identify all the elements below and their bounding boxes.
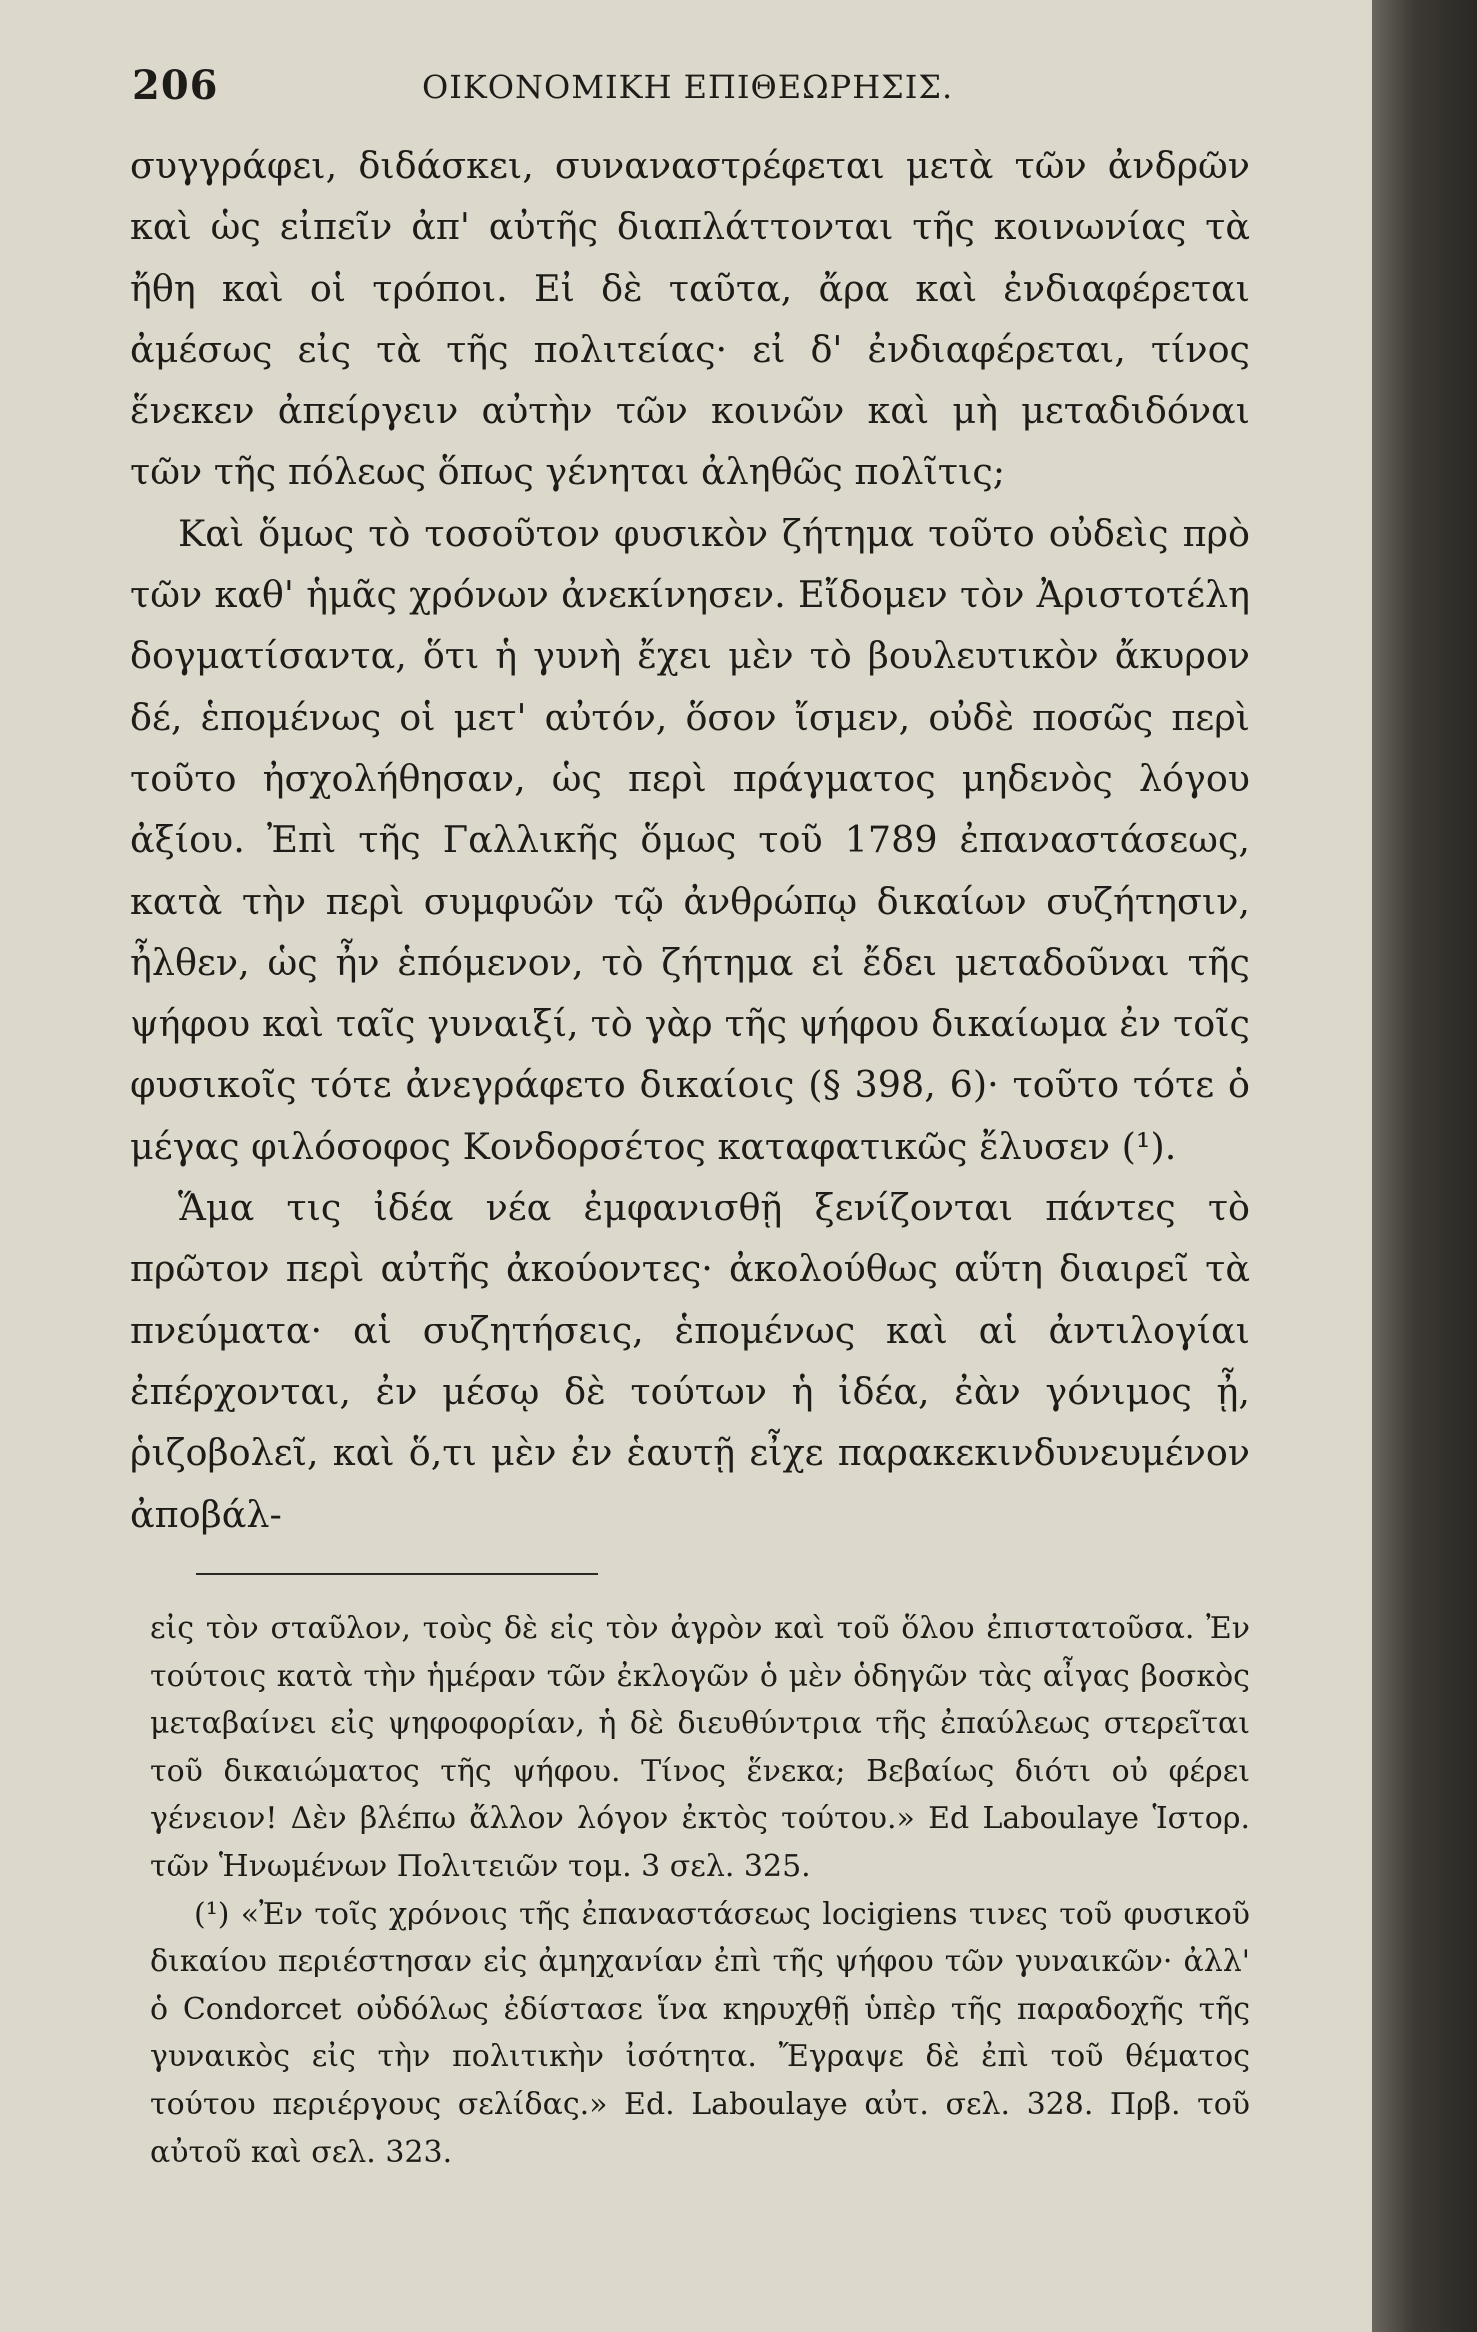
footnotes — [150, 1605, 1250, 2176]
main-text — [130, 135, 1250, 1545]
book-gutter — [1372, 0, 1477, 2332]
footnote-continuation: εἰς τὸν σταῦλον, τοὺς δὲ εἰς τὸν ἀγρὸν καὶ τοῦ ὅλου ἐπιστατοῦσα. Ἐν τούτοις κατὰ τὴν ἡμέραν τῶν ἐκλογῶν ὁ μὲν ὁδηγῶν τὰς αἶγας βοσκὸς μεταβαίνει εἰς ψηφοφορίαν, ἡ δὲ διευθύντρια τῆς ἐπαύλεως στερεῖται τοῦ δικαιώματος τῆς ψήφου. Τίνος ἕνεκα; Βεβαίως διότι οὐ φέρει γένειον! Δὲν βλέπω ἄλλον λόγον ἐκτὸς τούτου.» Ed Laboulaye Ἱστορ. τῶν Ἡνωμένων Πολιτειῶν τομ. 3 σελ. 325. — [150, 1611, 1250, 1884]
paragraph-2: Καὶ ὅμως τὸ τοσοῦτον φυσικὸν ζήτημα τοῦτο οὐδεὶς πρὸ τῶν καθ' ἡμᾶς χρόνων ἀνεκίνησεν. Εἴδομεν τὸν Ἀριστοτέλη δογματίσαντα, ὅτι ἡ γυνὴ ἔχει μὲν τὸ βουλευτικὸν ἄκυρον δέ, ἑπομένως οἱ μετ' αὐτόν, ὅσον ἴσμεν, οὐδὲ ποσῶς περὶ τοῦτο ἠσχολήθησαν, ὡς περὶ πράγματος μηδενὸς λόγου ἀξίου. Ἐπὶ τῆς Γαλλικῆς ὅμως τοῦ 1789 ἐπαναστάσεως, κατὰ τὴν περὶ συμφυῶν τῷ ἀνθρώπῳ δικαίων συζήτησιν, ἦλθεν, ὡς ἦν ἑπόμενον, τὸ ζήτημα εἰ ἔδει μεταδοῦναι τῆς ψήφου καὶ ταῖς γυναιξί, τὸ γὰρ τῆς ψήφου δικαίωμα ἐν τοῖς φυσικοῖς τότε ἀνεγράφετο δικαίοις (§ 398, 6)· τοῦτο τότε ὁ μέγας φιλόσοφος Κονδορσέτος καταφατικῶς ἔλυσεν (¹). — [130, 511, 1250, 1168]
page-header — [132, 62, 1252, 112]
paragraph-3: Ἅμα τις ἰδέα νέα ἐμφανισθῇ ξενίζονται πάντες τὸ πρῶτον περὶ αὐτῆς ἀκούοντες· ἀκολούθως αὕτη διαιρεῖ τὰ πνεύματα· αἱ συζητήσεις, ἑπομένως καὶ αἱ ἀντιλογίαι ἐπέρχονται, ἐν μέσῳ δὲ τούτων ἡ ἰδέα, ἐὰν γόνιμος ᾖ, ῥιζοβολεῖ, καὶ ὅ,τι μὲν ἐν ἑαυτῇ εἶχε παρακεκινδυνευμένον ἀποβάλ- — [130, 1186, 1250, 1536]
paragraph-1: συγγράφει, διδάσκει, συναναστρέφεται μετὰ τῶν ἀνδρῶν καὶ ὡς εἰπεῖν ἀπ' αὐτῆς διαπλάττονται τῆς κοινωνίας τὰ ἤθη καὶ οἱ τρόποι. Εἰ δὲ ταῦτα, ἄρα καὶ ἐνδιαφέρεται ἀμέσως εἰς τὰ τῆς πολιτείας· εἰ δ' ἐνδιαφέρεται, τίνος ἕνεκεν ἀπείργειν αὐτὴν τῶν κοινῶν καὶ μὴ μεταδιδόναι τῶν τῆς πόλεως ὅπως γένηται ἀληθῶς πολῖτις; — [130, 144, 1250, 494]
running-title: ΟΙΚΟΝΟΜΙΚΗ ΕΠΙΘΕΩΡΗΣΙΣ. — [422, 68, 954, 106]
page-number: 206 — [132, 62, 219, 109]
footnote-separator — [196, 1573, 598, 1575]
footnote-1: (¹) «Ἐν τοῖς χρόνοις τῆς ἐπαναστάσεως locigiens τινες τοῦ φυσικοῦ δικαίου περιέστησαν εἰς ἀμηχανίαν ἐπὶ τῆς ψήφου τῶν γυναικῶν· ἀλλ' ὁ Condorcet οὐδόλως ἐδίστασε ἵνα κηρυχθῇ ὑπὲρ τῆς παραδοχῆς τῆς γυναικὸς εἰς τὴν πολιτικὴν ἰσότητα. Ἔγραψε δὲ ἐπὶ τοῦ θέματος τούτου περιέργους σελίδας.» Ed. Laboulaye αὐτ. σελ. 328. Πρβ. τοῦ αὐτοῦ καὶ σελ. 323. — [150, 1896, 1250, 2170]
